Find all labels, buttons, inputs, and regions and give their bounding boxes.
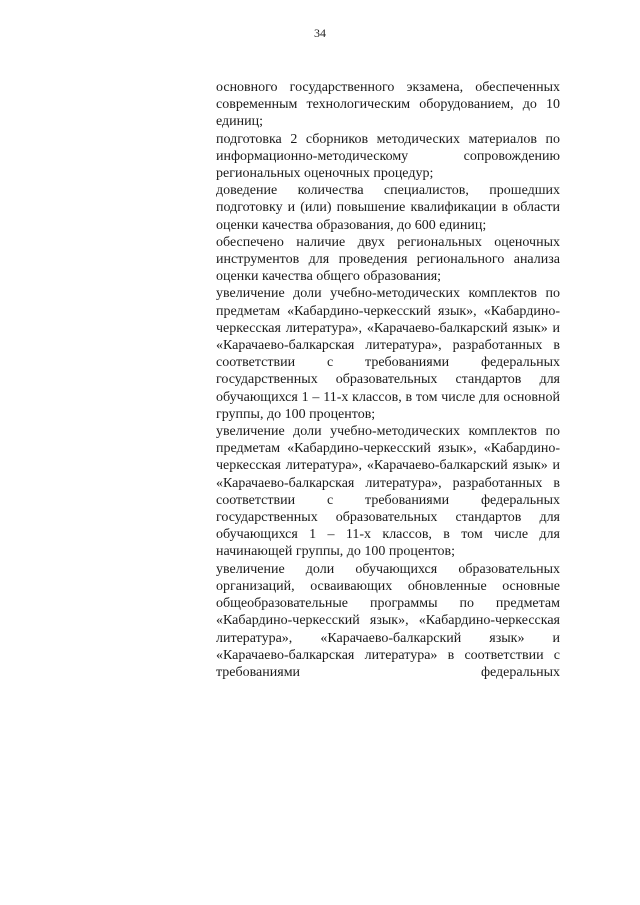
page-number: 34 (314, 26, 326, 40)
paragraph-assessment-tools: обеспечено наличие двух региональных оценочных инструментов для проведения регионального анализа оценки качества общего образования; (216, 234, 560, 285)
document-body (216, 79, 560, 681)
paragraph-updated-programs: увеличение доли обучающихся образовательных организаций, осваивающих обновленные основные общеобразовательные программы по предметам «Кабардино-черкесский язык», «Кабардино-черкесская литература», «Карачаево-балкарский язык» и «Карачаево-балкарская литература» в соответствии с требованиями федеральных (216, 561, 560, 680)
paragraph-kits-basic-group: увеличение доли учебно-методических комплектов по предметам «Кабардино-черкесский язык», «Кабардино-черкесская литература», «Карачаево-балкарский язык» и «Карачаево-балкарская литература», разработанных в соответствии с требованиями федеральных государственных образовательных стандартов для обучающихся 1 – 11-х классов, в том числе для основной группы, до 100 процентов; (216, 286, 560, 422)
paragraph-specialists-training: доведение количества специалистов, прошедших подготовку и (или) повышение квалификации в области оценки качества образования, до 600 единиц; (216, 183, 560, 233)
paragraph-exam-equipment: основного государственного экзамена, обеспеченных современным технологическим оборудованием, до 10 единиц; (216, 80, 560, 130)
paragraph-kits-beginner-group: увеличение доли учебно-методических комплектов по предметам «Кабардино-черкесский язык», «Кабардино-черкесская литература», «Карачаево-балкарский язык» и «Карачаево-балкарская литература», разработанных в соответствии с требованиями федеральных государственных образовательных стандартов для обучающихся 1 – 11-х классов, в том числе для начинающей группы, до 100 процентов; (216, 424, 560, 560)
paragraph-methodical-collections: подготовка 2 сборников методических материалов по информационно-методическому сопровождению региональных оценочных процедур; (216, 131, 560, 182)
